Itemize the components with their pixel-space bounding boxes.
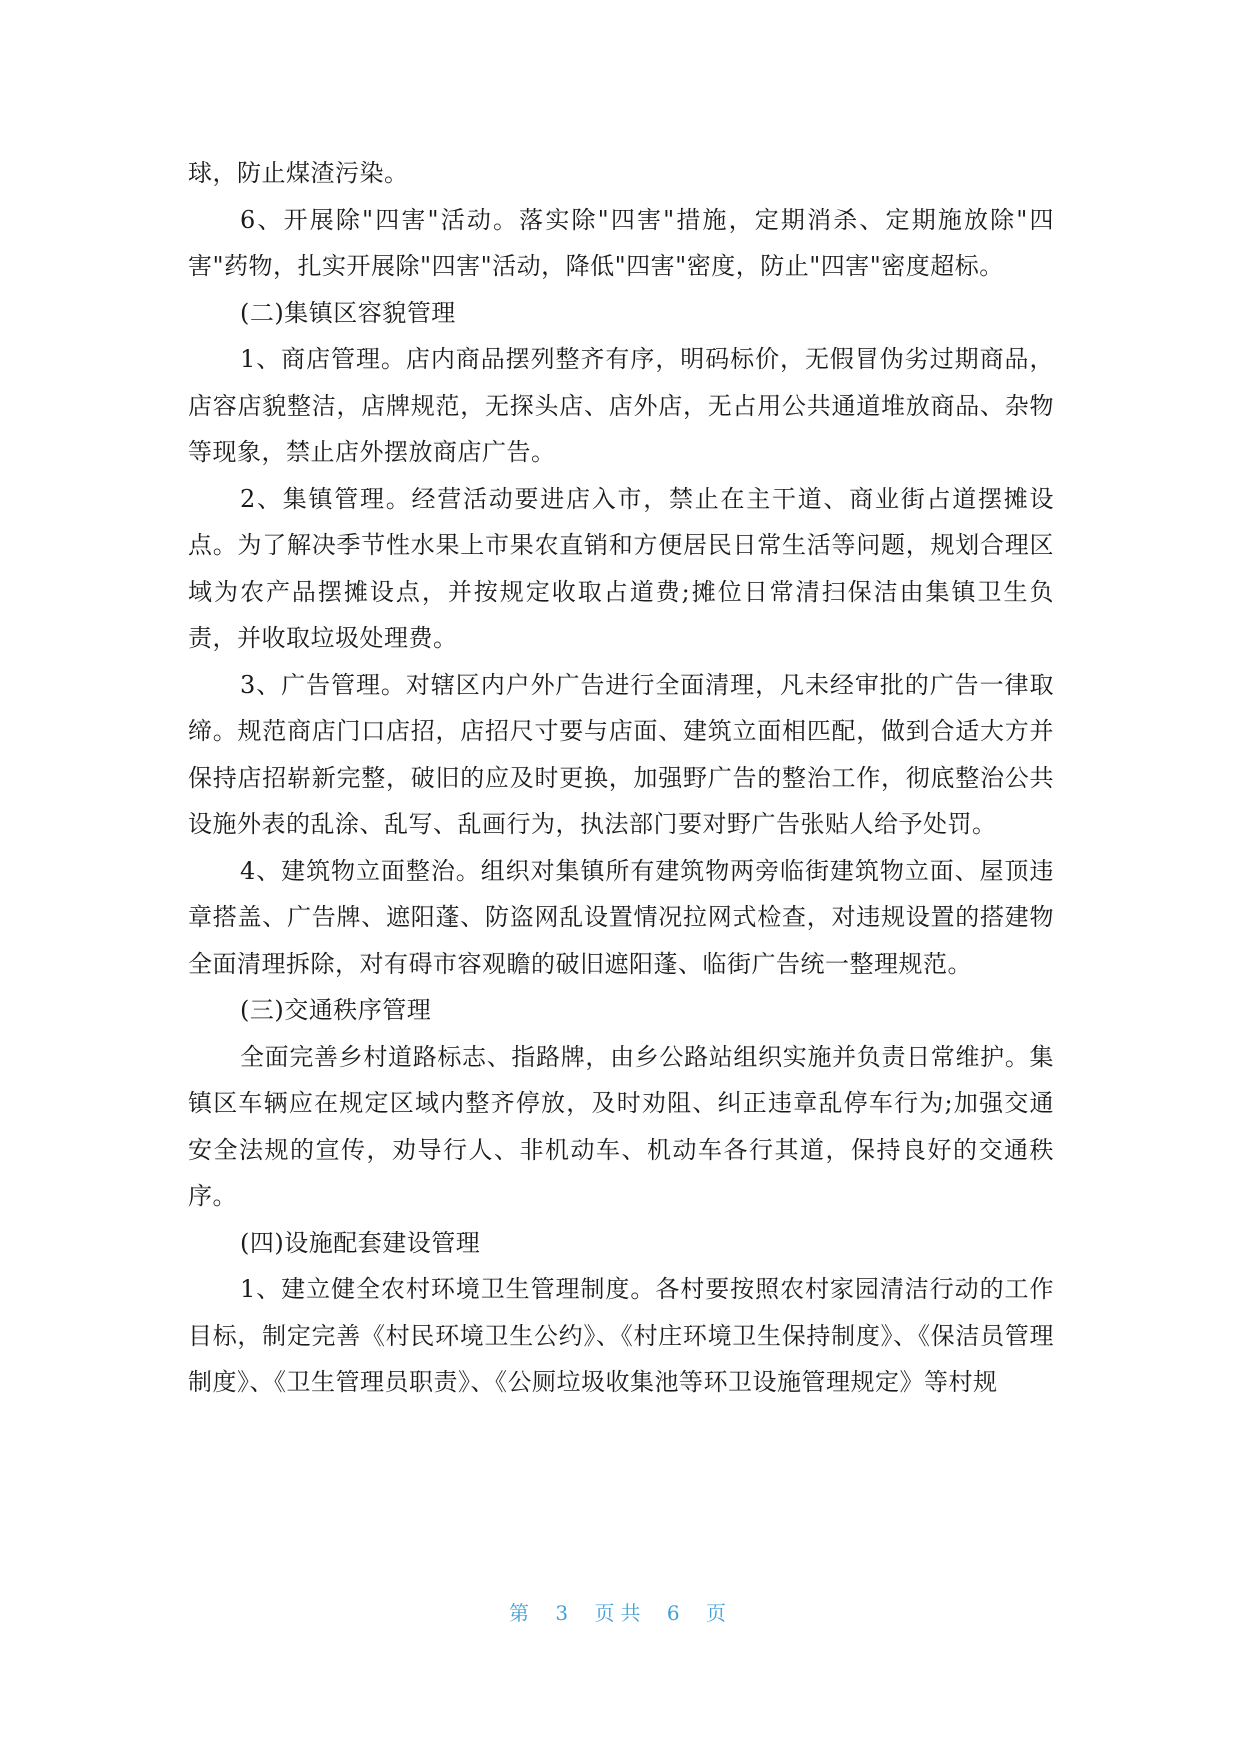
- paragraph-6: 3、广告管理。对辖区内户外广告进行全面清理，凡未经审批的广告一律取缔。规范商店门口店招，店招尺寸要与店面、建筑立面相匹配，做到合适大方并保持店招崭新完整，破旧的应及时更换，加强野广告的整治工作，彻底整治公共设施外表的乱涂、乱写、乱画行为，执法部门要对野广告张贴人给予处罚。: [188, 670, 1054, 838]
- paragraph-1: 球，防止煤渣污染。: [188, 159, 409, 187]
- footer-suffix: 页: [705, 1601, 732, 1625]
- paragraph-5: 2、集镇管理。经营活动要进店入市，禁止在主干道、商业街占道摆摊设点。为了解决季节性水果上市果农直销和方便居民日常生活等问题，规划合理区域为农产品摆摊设点，并按规定收取占道费;摊位日常清扫保洁由集镇卫生负责，并收取垃圾处理费。: [188, 484, 1054, 652]
- section-heading-4: (四)设施配套建设管理: [240, 1228, 481, 1257]
- footer-prefix: 第: [509, 1601, 536, 1625]
- page-footer: [0, 1597, 1241, 1626]
- paragraph-9: 全面完善乡村道路标志、指路牌，由乡公路站组织实施并负责日常维护。集镇区车辆应在规定区域内整齐停放，及时劝阻、纠正违章乱停车行为;加强交通安全法规的宣传，劝导行人、非机动车、机动车各行其道，保持良好的交通秩序。: [188, 1042, 1054, 1210]
- paragraph-2: 6、开展除"四害"活动。落实除"四害"措施，定期消杀、定期施放除"四害"药物，扎实开展除"四害"活动，降低"四害"密度，防止"四害"密度超标。: [188, 205, 1054, 280]
- current-page-number: 3: [555, 1601, 575, 1625]
- footer-middle: 页共: [594, 1601, 647, 1625]
- paragraph-11: 1、建立健全农村环境卫生管理制度。各村要按照农村家园清洁行动的工作目标，制定完善《村民环境卫生公约》、《村庄环境卫生保持制度》、《保洁员管理制度》、《卫生管理员职责》、《公厕垃圾收集池等环卫设施管理规定》等村规: [188, 1275, 1054, 1396]
- section-heading-3: (三)交通秩序管理: [240, 996, 432, 1024]
- paragraph-4: 1、商店管理。店内商品摆列整齐有序，明码标价，无假冒伪劣过期商品，店容店貌整洁，店牌规范，无探头店、店外店，无占用公共通道堆放商品、杂物等现象，禁止店外摆放商店广告。: [188, 345, 1054, 466]
- paragraph-7: 4、建筑物立面整治。组织对集镇所有建筑物两旁临街建筑物立面、屋顶违章搭盖、广告牌、遮阳蓬、防盗网乱设置情况拉网式检查，对违规设置的搭建物全面清理拆除，对有碍市容观瞻的破旧遮阳蓬、临街广告统一整理规范。: [188, 856, 1054, 978]
- document-body: [188, 150, 1054, 1406]
- section-heading-2: (二)集镇区容貌管理: [240, 298, 456, 327]
- total-page-number: 6: [666, 1601, 686, 1625]
